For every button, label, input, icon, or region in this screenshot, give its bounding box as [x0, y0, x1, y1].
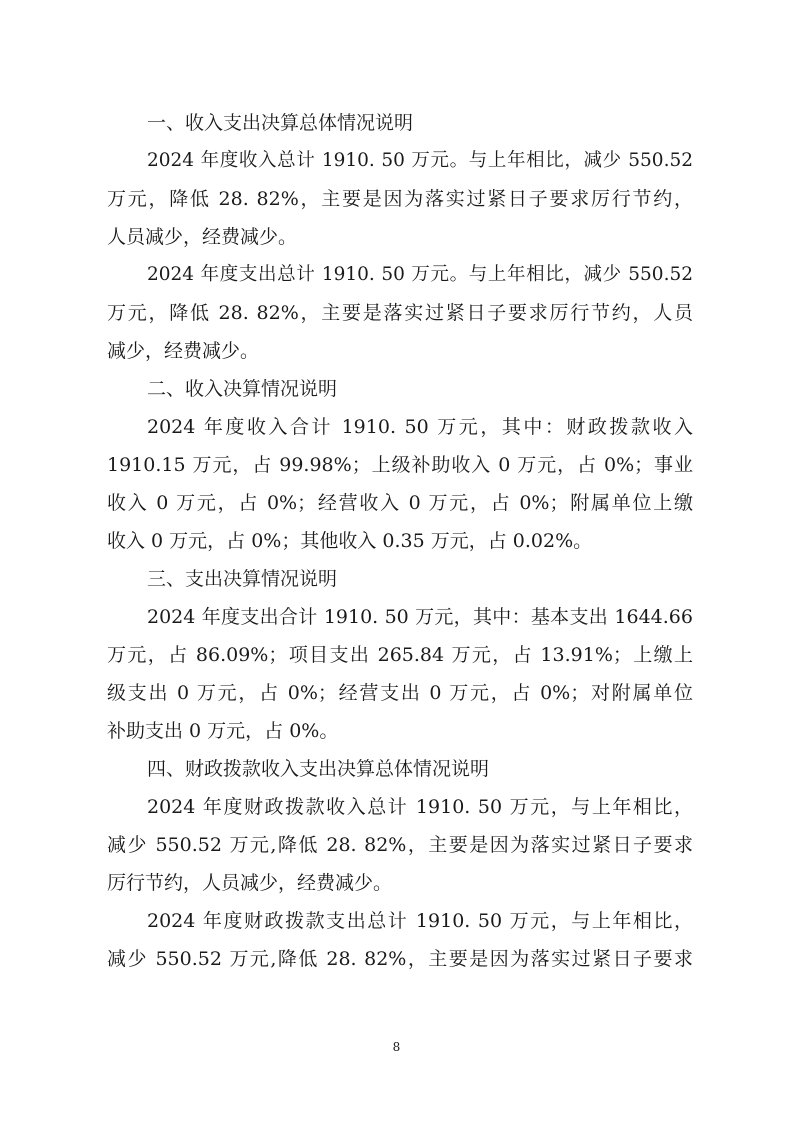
paragraph-line: 减少 550.52 万元,降低 28. 82%，主要是因为落实过紧日子要求: [107, 948, 693, 970]
paragraph: [107, 902, 693, 978]
paragraph-line: 2024 年度财政拨款收入总计 1910. 50 万元，与上年相比，: [147, 796, 693, 818]
paragraph: [107, 788, 693, 902]
paragraph-line: 厉行节约，人员减少，经费减少。: [107, 872, 393, 894]
paragraph-line: 级支出 0 万元，占 0%；经营支出 0 万元，占 0%；对附属单位: [107, 682, 693, 704]
paragraph-line: 减少，经费减少。: [107, 340, 260, 362]
paragraph-line: 收入 0 万元，占 0%；经营收入 0 万元，占 0%；附属单位上缴: [107, 492, 693, 514]
paragraph: [107, 142, 693, 256]
section-heading: 三、支出决算情况说明: [147, 568, 338, 590]
paragraph-line: 万元，降低 28. 82%，主要是落实过紧日子要求厉行节约，人员: [107, 302, 693, 324]
paragraph: [107, 408, 693, 560]
paragraph-line: 万元，占 86.09%；项目支出 265.84 万元，占 13.91%；上缴上: [107, 644, 693, 666]
page-number: 8: [392, 1040, 401, 1054]
paragraph-line: 2024 年度收入总计 1910. 50 万元。与上年相比，减少 550.52: [147, 150, 693, 171]
paragraph-line: 2024 年度支出总计 1910. 50 万元。与上年相比，减少 550.52: [147, 264, 693, 285]
paragraph: [107, 598, 693, 750]
paragraph-line: 1910.15 万元，占 99.98%；上级补助收入 0 万元，占 0%；事业: [107, 454, 693, 476]
section-heading: 二、收入决算情况说明: [147, 378, 338, 400]
paragraph-line: 2024 年度财政拨款支出总计 1910. 50 万元，与上年相比，: [147, 910, 693, 932]
paragraph: [107, 256, 693, 370]
document-body: [107, 104, 693, 978]
paragraph-line: 补助支出 0 万元，占 0%。: [107, 720, 339, 742]
paragraph-line: 人员减少，经费减少。: [107, 226, 298, 248]
paragraph-line: 2024 年度收入合计 1910. 50 万元，其中：财政拨款收入: [147, 416, 693, 438]
section-heading: 四、财政拨款收入支出决算总体情况说明: [147, 758, 490, 780]
paragraph-line: 收入 0 万元，占 0%；其他收入 0.35 万元，占 0.02%。: [107, 530, 593, 552]
section-heading: 一、收入支出决算总体情况说明: [147, 112, 414, 134]
paragraph-line: 万元，降低 28. 82%，主要是因为落实过紧日子要求厉行节约，: [107, 188, 693, 210]
paragraph-line: 减少 550.52 万元,降低 28. 82%，主要是因为落实过紧日子要求: [107, 834, 693, 856]
paragraph-line: 2024 年度支出合计 1910. 50 万元，其中：基本支出 1644.66: [147, 606, 693, 628]
